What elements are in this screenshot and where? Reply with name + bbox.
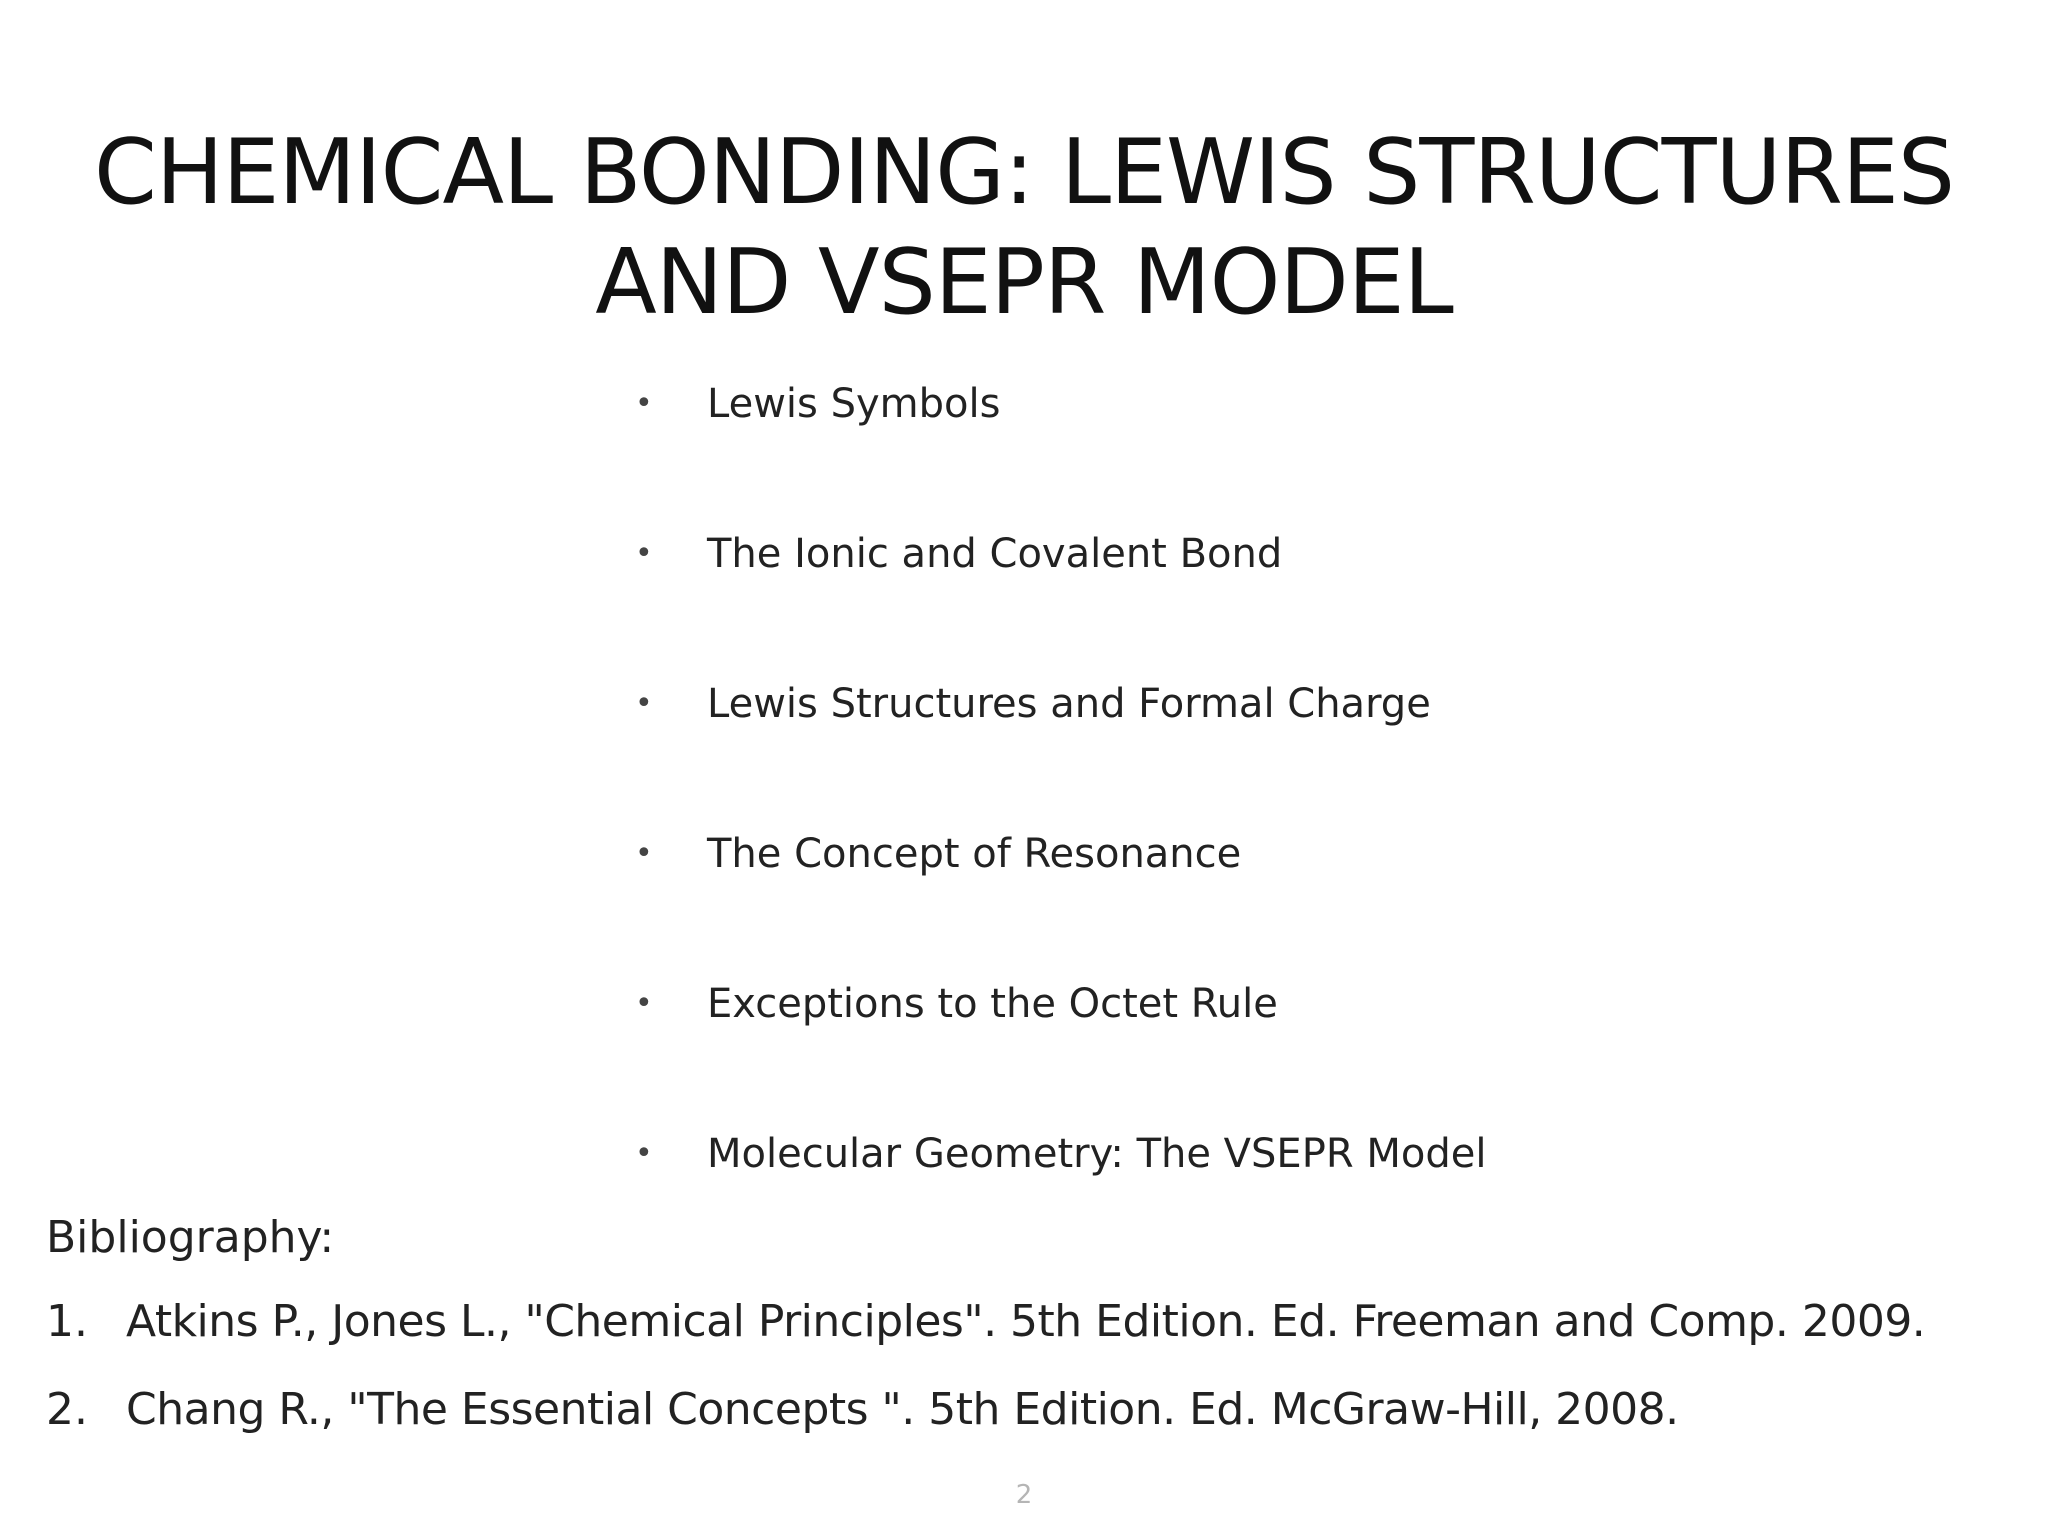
slide-title [0, 118, 2048, 338]
topic-text: Molecular Geometry: The VSEPR Model [707, 1131, 1487, 1177]
topic-text: Lewis Symbols [707, 381, 1001, 427]
bullet-icon: • [635, 836, 653, 871]
reference-text: Atkins P., Jones L., "Chemical Principles". 5th Edition. Ed. Freeman and Comp. 2009. [126, 1296, 1926, 1347]
reference-number: 2. [46, 1384, 88, 1435]
bullet-icon: • [635, 386, 653, 421]
bullet-icon: • [635, 1136, 653, 1171]
topic-text: The Ionic and Covalent Bond [707, 531, 1283, 577]
bullet-icon: • [635, 686, 653, 721]
bullet-icon: • [635, 536, 653, 571]
bullet-icon: • [635, 986, 653, 1021]
reference-number: 1. [46, 1296, 88, 1347]
bibliography-heading: Bibliography: [46, 1212, 335, 1263]
reference-text: Chang R., "The Essential Concepts ". 5th Edition. Ed. McGraw-Hill, 2008. [126, 1384, 1679, 1435]
topic-text: Exceptions to the Octet Rule [707, 981, 1278, 1027]
slide-title-line-2: AND VSEPR MODEL [595, 230, 1453, 335]
topic-text: The Concept of Resonance [707, 831, 1242, 877]
page-number: 2 [1015, 1480, 1033, 1510]
slide-title-line-1: CHEMICAL BONDING: LEWIS STRUCTURES [94, 120, 1954, 225]
topic-text: Lewis Structures and Formal Charge [707, 681, 1431, 727]
